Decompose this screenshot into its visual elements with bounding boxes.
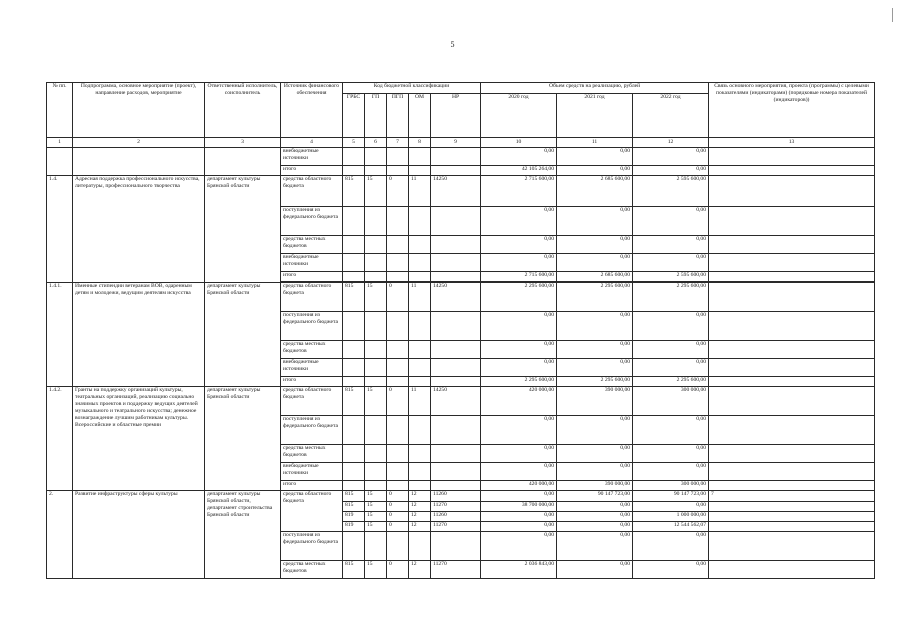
code-cell: 12 [409, 522, 431, 532]
amount-cell: 42 105 264,00 [481, 166, 557, 176]
source-cell: внебюджетные источники [281, 359, 343, 377]
amount-cell: 2 295 600,00 [481, 377, 557, 387]
code-cell: 15 [365, 283, 387, 312]
source-cell: средства областного бюджета [281, 387, 343, 416]
amount-cell: 0,00 [633, 463, 709, 481]
amount-cell: 0,00 [481, 341, 557, 359]
amount-cell: 390 000,00 [557, 481, 633, 491]
code-cell: 12 [409, 561, 431, 579]
code-cell: 14250 [431, 176, 481, 207]
header-funds: Объем средств на реализацию, рублей [481, 83, 709, 94]
amount-cell: 2 295 600,00 [557, 377, 633, 387]
code-cell: 14250 [431, 283, 481, 312]
amount-cell: 300 000,00 [633, 387, 709, 416]
code-cell: 11 [409, 283, 431, 312]
header-source: Источник финансового обеспечения [281, 83, 343, 138]
code-cell: 11270 [431, 522, 481, 532]
code-cell: 0 [387, 561, 409, 579]
amount-cell: 0,00 [633, 416, 709, 445]
amount-cell: 0,00 [557, 532, 633, 561]
amount-cell: 2 036 843,00 [481, 561, 557, 579]
amount-cell: 0,00 [557, 416, 633, 445]
header-np: НР [431, 94, 481, 138]
amount-cell: 0,00 [481, 491, 557, 502]
amount-cell: 0,00 [633, 207, 709, 236]
item-executor: департамент культуры Брянской области [205, 387, 281, 491]
amount-cell: 0,00 [633, 532, 709, 561]
col-number: 7 [387, 138, 409, 148]
amount-cell: 0,00 [557, 166, 633, 176]
source-cell: итого [281, 166, 343, 176]
col-number: 12 [633, 138, 709, 148]
amount-cell: 390 000,00 [557, 387, 633, 416]
col-number: 2 [73, 138, 205, 148]
amount-cell: 90 147 723,00 [633, 491, 709, 502]
header-num: № пп. [47, 83, 73, 138]
amount-cell: 0,00 [557, 561, 633, 579]
code-cell: 11270 [431, 502, 481, 512]
code-cell: 0 [387, 176, 409, 207]
item-title: Развитие инфраструктуры сферы культуры [73, 491, 205, 579]
table-row [47, 283, 875, 312]
amount-cell: 0,00 [481, 512, 557, 522]
amount-cell: 0,00 [557, 341, 633, 359]
source-cell: средства местных бюджетов [281, 561, 343, 579]
amount-cell: 1 000 000,00 [633, 512, 709, 522]
amount-cell: 0,00 [481, 207, 557, 236]
header-executor: Ответственный исполнитель, соисполнитель [205, 83, 281, 138]
amount-cell: 2 295 600,00 [557, 283, 633, 312]
amount-cell: 0,00 [633, 502, 709, 512]
code-cell: 15 [365, 387, 387, 416]
item-executor: департамент культуры Брянской области, департамент строительства Брянской области [205, 491, 281, 579]
amount-cell: 2 715 600,00 [481, 272, 557, 282]
amount-cell: 0,00 [481, 148, 557, 166]
amount-cell: 2 295 600,00 [633, 283, 709, 312]
col-number: 5 [343, 138, 365, 148]
amount-cell: 0,00 [481, 312, 557, 341]
code-cell: 15 [365, 176, 387, 207]
header-2022: 2022 год [633, 94, 709, 138]
code-cell: 15 [365, 502, 387, 512]
item-num: 2. [47, 491, 73, 579]
amount-cell: 0,00 [557, 207, 633, 236]
source-cell: итого [281, 481, 343, 491]
item-title: Гранты на поддержку организаций культуры, театральных организаций, реализацию социально значимых проектов и поддержку ведущих деятелей музыкального и театрального искусства; денежное вознаграждение лучшим работникам культуры. Всероссийские и областные премии [73, 387, 205, 491]
col-number: 4 [281, 138, 343, 148]
header-2020: 2020 год [481, 94, 557, 138]
amount-cell: 0,00 [481, 445, 557, 463]
code-cell: 11 [409, 387, 431, 416]
table-row [47, 387, 875, 416]
code-cell: 815 [343, 491, 365, 502]
amount-cell: 0,00 [481, 236, 557, 254]
source-cell: внебюджетные источники [281, 254, 343, 272]
header-program: Подпрограмма, основное мероприятие (проект), направление расходов, мероприятие [73, 83, 205, 138]
code-cell: 11270 [431, 561, 481, 579]
source-cell: поступления из федерального бюджета [281, 207, 343, 236]
code-cell: 15 [365, 522, 387, 532]
code-cell: 819 [343, 522, 365, 532]
header-grbs: ГРБС [343, 94, 365, 138]
amount-cell: 0,00 [557, 522, 633, 532]
source-cell: средства местных бюджетов [281, 341, 343, 359]
amount-cell: 0,00 [633, 359, 709, 377]
amount-cell: 420 000,00 [481, 481, 557, 491]
amount-cell: 0,00 [633, 341, 709, 359]
column-numbers-row [47, 138, 875, 148]
source-cell: поступления из федерального бюджета [281, 532, 343, 561]
amount-cell: 420 000,00 [481, 387, 557, 416]
amount-cell: 0,00 [481, 359, 557, 377]
code-cell: 11260 [431, 512, 481, 522]
item-num: 1.4.2. [47, 387, 73, 491]
code-cell: 815 [343, 387, 365, 416]
item-title: Именные стипендии ветеранам ВОВ, одаренным детям и молодежи, ведущим деятелям искусства [73, 283, 205, 387]
table-row [47, 148, 875, 166]
code-cell: 0 [387, 387, 409, 416]
link-cell: 7 [709, 491, 875, 502]
source-cell: внебюджетные источники [281, 463, 343, 481]
code-cell: 0 [387, 522, 409, 532]
col-number: 6 [365, 138, 387, 148]
code-cell: 0 [387, 502, 409, 512]
code-cell: 12 [409, 491, 431, 502]
code-cell: 0 [387, 491, 409, 502]
amount-cell: 300 000,00 [633, 481, 709, 491]
amount-cell: 0,00 [633, 445, 709, 463]
amount-cell: 0,00 [633, 148, 709, 166]
code-cell: 0 [387, 283, 409, 312]
col-number: 3 [205, 138, 281, 148]
amount-cell: 0,00 [557, 512, 633, 522]
col-number: 1 [47, 138, 73, 148]
code-cell: 15 [365, 561, 387, 579]
source-cell: поступления из федерального бюджета [281, 312, 343, 341]
page-number: 5 [450, 40, 455, 49]
code-cell: 12 [409, 512, 431, 522]
source-cell: итого [281, 377, 343, 387]
table-row [47, 176, 875, 207]
amount-cell: 0,00 [633, 312, 709, 341]
source-cell: средства областного бюджета [281, 491, 343, 532]
amount-cell: 90 147 723,00 [557, 491, 633, 502]
amount-cell: 0,00 [557, 463, 633, 481]
amount-cell: 0,00 [481, 522, 557, 532]
code-cell: 819 [343, 512, 365, 522]
amount-cell: 2 295 600,00 [633, 377, 709, 387]
item-title: Адресная поддержка профессионального искусства, литературы, профессионального творчества [73, 176, 205, 283]
amount-cell: 0,00 [557, 445, 633, 463]
amount-cell: 0,00 [557, 502, 633, 512]
col-number: 11 [557, 138, 633, 148]
code-cell: 815 [343, 283, 365, 312]
table-row [47, 491, 875, 502]
amount-cell: 38 700 000,00 [481, 502, 557, 512]
item-executor: департамент культуры Брянской области [205, 283, 281, 387]
amount-cell: 2 295 600,00 [481, 283, 557, 312]
col-number: 8 [409, 138, 431, 148]
amount-cell: 0,00 [557, 359, 633, 377]
item-num: 1.4. [47, 176, 73, 283]
amount-cell: 0,00 [633, 236, 709, 254]
amount-cell: 0,00 [481, 463, 557, 481]
amount-cell: 12 544 562,07 [633, 522, 709, 532]
code-cell: 815 [343, 502, 365, 512]
amount-cell: 2 685 600,00 [557, 176, 633, 207]
code-cell: 11260 [431, 491, 481, 502]
source-cell: средства местных бюджетов [281, 445, 343, 463]
header-pgp: ПГП [387, 94, 409, 138]
header-gp: ГП [365, 94, 387, 138]
source-cell: итого [281, 272, 343, 282]
code-cell: 15 [365, 491, 387, 502]
page-edge-mark [892, 8, 893, 22]
amount-cell: 0,00 [481, 254, 557, 272]
item-num: 1.4.1. [47, 283, 73, 387]
header-om: ОМ [409, 94, 431, 138]
header-link: Связь основного мероприятия, проекта (программы) с целевыми показателями (индикаторами) (порядковые номера показателей (индикаторов)) [709, 83, 875, 138]
code-cell: 815 [343, 561, 365, 579]
code-cell: 815 [343, 176, 365, 207]
amount-cell: 2 595 600,00 [633, 176, 709, 207]
source-cell: средства областного бюджета [281, 283, 343, 312]
amount-cell: 0,00 [633, 254, 709, 272]
amount-cell: 2 715 600,00 [481, 176, 557, 207]
amount-cell: 2 685 600,00 [557, 272, 633, 282]
amount-cell: 0,00 [557, 254, 633, 272]
code-cell: 0 [387, 512, 409, 522]
source-cell: поступления из федерального бюджета [281, 416, 343, 445]
amount-cell: 0,00 [633, 561, 709, 579]
col-number: 13 [709, 138, 875, 148]
item-executor: департамент культуры Брянской области [205, 176, 281, 283]
header-2021: 2021 год [557, 94, 633, 138]
amount-cell: 0,00 [557, 312, 633, 341]
amount-cell: 0,00 [481, 532, 557, 561]
amount-cell: 0,00 [481, 416, 557, 445]
source-cell: средства областного бюджета [281, 176, 343, 207]
code-cell: 15 [365, 512, 387, 522]
amount-cell: 0,00 [633, 166, 709, 176]
col-number: 9 [431, 138, 481, 148]
code-cell: 11 [409, 176, 431, 207]
budget-table [46, 82, 875, 579]
amount-cell: 0,00 [557, 148, 633, 166]
amount-cell: 2 595 600,00 [633, 272, 709, 282]
header-budget-code: Код бюджетной классификации [343, 83, 481, 94]
amount-cell: 0,00 [557, 236, 633, 254]
code-cell: 12 [409, 502, 431, 512]
col-number: 10 [481, 138, 557, 148]
source-cell: средства местных бюджетов [281, 236, 343, 254]
source-cell: внебюджетные источники [281, 148, 343, 166]
code-cell: 14250 [431, 387, 481, 416]
